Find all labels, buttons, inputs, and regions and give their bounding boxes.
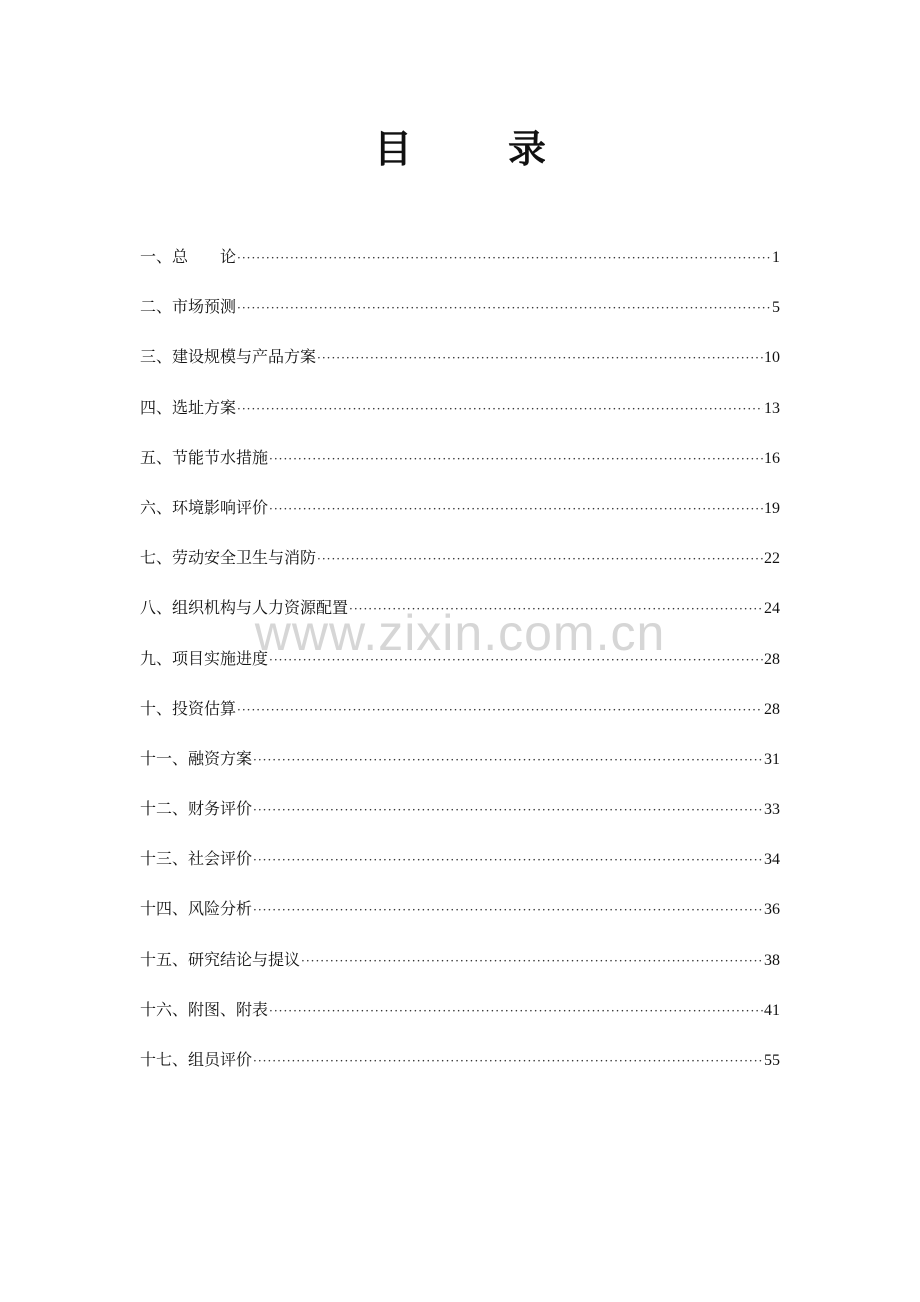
title-char-1: 目 — [373, 126, 412, 171]
dot-leader — [253, 793, 763, 827]
toc-entry[interactable] — [140, 742, 780, 792]
toc-entry-page-number: 38 — [764, 951, 780, 969]
toc-entry-page-number: 36 — [764, 901, 780, 919]
toc-entry-page-number: 24 — [764, 600, 780, 618]
toc-entry-page-number: 33 — [764, 801, 780, 819]
dot-leader — [349, 592, 763, 626]
dot-leader — [269, 442, 763, 476]
toc-entry-label: 十、投资估算 — [140, 698, 237, 718]
toc-entry-label: 二、市场预测 — [140, 297, 237, 317]
dot-leader — [237, 241, 771, 275]
toc-entry-page-number: 22 — [764, 550, 780, 568]
toc-entry-page-number: 28 — [764, 700, 780, 718]
dot-leader — [253, 743, 763, 777]
toc-entry-label: 八、组织机构与人力资源配置 — [140, 598, 349, 618]
toc-entry-label: 十六、附图、附表 — [140, 999, 269, 1019]
toc-entry-page-number: 16 — [764, 449, 780, 467]
toc-entry-page-number: 13 — [764, 399, 780, 417]
toc-entry[interactable] — [140, 441, 780, 491]
watermark: www.zixin.com.cn — [254, 605, 666, 661]
toc-entry[interactable] — [140, 792, 780, 842]
toc-entry-label: 五、节能节水措施 — [140, 447, 269, 467]
toc-entry-page-number: 19 — [764, 499, 780, 517]
toc-entry[interactable] — [140, 541, 780, 591]
toc-entry-label: 七、劳动安全卫生与消防 — [140, 548, 317, 568]
toc-entry[interactable] — [140, 642, 780, 692]
toc-entry-label: 九、项目实施进度 — [140, 648, 269, 668]
dot-leader — [237, 392, 763, 426]
toc-entry-page-number: 41 — [764, 1001, 780, 1019]
dot-leader — [237, 291, 771, 325]
toc-entry[interactable] — [140, 892, 780, 942]
toc-entry-label: 三、建设规模与产品方案 — [140, 347, 317, 367]
toc-entry-label: 十二、财务评价 — [140, 799, 253, 819]
toc-entry-page-number: 10 — [764, 349, 780, 367]
toc-entry-page-number: 28 — [764, 650, 780, 668]
dot-leader — [253, 893, 763, 927]
page-title — [0, 122, 920, 176]
toc-entry-label: 十三、社会评价 — [140, 849, 253, 869]
toc-entry[interactable] — [140, 692, 780, 742]
toc-entry[interactable] — [140, 290, 780, 340]
toc-entry-page-number: 55 — [764, 1052, 780, 1069]
toc-entry-page-number: 5 — [772, 299, 780, 317]
title-char-2: 录 — [508, 126, 547, 171]
toc-entry-label: 十五、研究结论与提议 — [140, 949, 301, 969]
dot-leader — [269, 643, 763, 677]
toc-entry-label: 十四、风险分析 — [140, 899, 253, 919]
toc-entry-page-number: 34 — [764, 851, 780, 869]
dot-leader — [317, 542, 763, 576]
toc-entry-label: 十一、融资方案 — [140, 748, 253, 768]
dot-leader — [301, 944, 763, 978]
toc-entry[interactable] — [140, 993, 780, 1043]
toc-entry-label: 四、选址方案 — [140, 397, 237, 417]
dot-leader — [269, 994, 763, 1028]
dot-leader — [253, 1044, 763, 1078]
toc-entry[interactable] — [140, 1043, 780, 1093]
toc-entry-page-number: 31 — [764, 750, 780, 768]
toc-entry-label: 一、总 论 — [140, 247, 237, 266]
table-of-contents — [140, 240, 780, 1093]
toc-entry[interactable] — [140, 240, 780, 290]
toc-entry[interactable] — [140, 943, 780, 993]
dot-leader — [317, 341, 763, 375]
toc-entry-page-number: 1 — [772, 249, 780, 266]
toc-entry-label: 六、环境影响评价 — [140, 497, 269, 517]
dot-leader — [269, 492, 763, 526]
dot-leader — [237, 693, 763, 727]
toc-entry-label: 十七、组员评价 — [140, 1050, 253, 1069]
toc-entry[interactable] — [140, 491, 780, 541]
toc-entry[interactable] — [140, 591, 780, 641]
dot-leader — [253, 843, 763, 877]
toc-entry[interactable] — [140, 340, 780, 390]
toc-entry[interactable] — [140, 391, 780, 441]
toc-entry[interactable] — [140, 842, 780, 892]
